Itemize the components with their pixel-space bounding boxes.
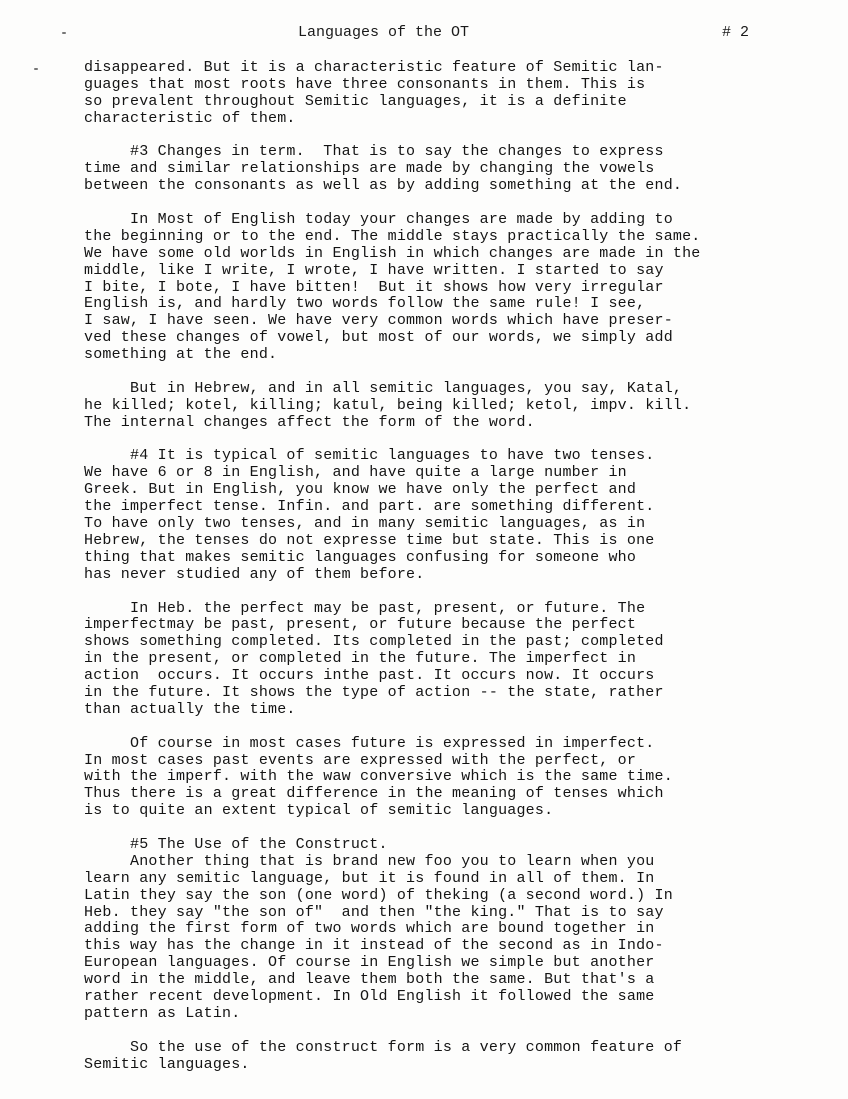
paragraph-gap xyxy=(84,364,784,381)
text-line: I saw, I have seen. We have very common words which have preser- xyxy=(84,312,673,330)
page-number: # 2 xyxy=(722,24,750,41)
text-line: middle, like I write, I wrote, I have written. I started to say xyxy=(84,261,664,279)
paragraph xyxy=(84,448,784,583)
text-line: adding the first form of two words which are bound together in xyxy=(84,920,655,938)
text-line: Another thing that is brand new foo you to learn when you xyxy=(84,852,655,870)
text-line: the beginning or to the end. The middle stays practically the same. xyxy=(84,227,701,245)
text-line: #3 Changes in term. That is to say the changes to express xyxy=(84,143,664,161)
paragraph-gap xyxy=(84,719,784,736)
text-line: than actually the time. xyxy=(84,700,296,718)
paragraph xyxy=(84,60,784,128)
text-line: English is, and hardly two words follow the same rule! I see, xyxy=(84,295,646,313)
text-line: guages that most roots have three consonants in them. This is xyxy=(84,75,646,93)
text-line: European languages. Of course in English we simple but another xyxy=(84,954,655,972)
text-line: #4 It is typical of semitic languages to have two tenses. xyxy=(84,447,655,465)
text-line: We have 6 or 8 in English, and have quite a large number in xyxy=(84,464,627,482)
text-line: The internal changes affect the form of the word. xyxy=(84,413,535,431)
text-line: In most cases past events are expressed with the perfect, or xyxy=(84,751,637,769)
text-line: In Heb. the perfect may be past, present, or future. The xyxy=(84,599,646,617)
page-speck xyxy=(34,68,38,70)
text-line: rather recent development. In Old English it followed the same xyxy=(84,987,655,1005)
text-line: is to quite an extent typical of semitic languages. xyxy=(84,802,554,820)
text-line: Semitic languages. xyxy=(84,1055,250,1073)
text-line: time and similar relationships are made by changing the vowels xyxy=(84,160,655,178)
text-line: something at the end. xyxy=(84,346,278,364)
document-body xyxy=(84,60,784,1073)
text-line: so prevalent throughout Semitic languages, it is a definite xyxy=(84,92,627,110)
text-line: ved these changes of vowel, but most of our words, we simply add xyxy=(84,329,673,347)
text-line: We have some old worlds in English in which changes are made in the xyxy=(84,244,701,262)
text-line: shows something completed. Its completed in the past; completed xyxy=(84,633,664,651)
paragraph-gap xyxy=(84,128,784,145)
text-line: thing that makes semitic languages confusing for someone who xyxy=(84,548,637,566)
text-line: in the present, or completed in the future. The imperfect in xyxy=(84,650,637,668)
paragraph-gap xyxy=(84,432,784,449)
text-line: Thus there is a great difference in the meaning of tenses which xyxy=(84,785,664,803)
text-line: pattern as Latin. xyxy=(84,1004,241,1022)
paragraph-gap xyxy=(84,820,784,837)
text-line: has never studied any of them before. xyxy=(84,565,425,583)
text-line: the imperfect tense. Infin. and part. are something different. xyxy=(84,498,655,516)
paragraph xyxy=(84,736,784,820)
text-line: Hebrew, the tenses do not expresse time but state. This is one xyxy=(84,531,655,549)
text-line: In Most of English today your changes are made by adding to xyxy=(84,211,673,229)
text-line: I bite, I bote, I have bitten! But it shows how very irregular xyxy=(84,278,664,296)
paragraph-gap xyxy=(84,1023,784,1040)
text-line: action occurs. It occurs inthe past. It occurs now. It occurs xyxy=(84,667,655,685)
paragraph xyxy=(84,144,784,195)
text-line: Of course in most cases future is expressed in imperfect. xyxy=(84,734,655,752)
text-line: Latin they say the son (one word) of theking (a second word.) In xyxy=(84,886,673,904)
text-line: characteristic of them. xyxy=(84,109,296,127)
page-header xyxy=(0,24,848,44)
text-line: learn any semitic language, but it is found in all of them. In xyxy=(84,869,655,887)
paragraph-gap xyxy=(84,584,784,601)
text-line: Greek. But in English, you know we have only the perfect and xyxy=(84,481,637,499)
text-line: So the use of the construct form is a very common feature of xyxy=(84,1038,683,1056)
page-title: Languages of the OT xyxy=(298,24,470,41)
paragraph xyxy=(84,837,784,1023)
text-line: he killed; kotel, killing; katul, being killed; ketol, impv. kill. xyxy=(84,396,692,414)
text-line: To have only two tenses, and in many semitic languages, as in xyxy=(84,515,646,533)
paragraph-gap xyxy=(84,195,784,212)
paragraph xyxy=(84,381,784,432)
text-line: imperfectmay be past, present, or future because the perfect xyxy=(84,616,637,634)
text-line: this way has the change in it instead of the second as in Indo- xyxy=(84,937,664,955)
text-line: between the consonants as well as by adding something at the end. xyxy=(84,177,683,195)
paragraph xyxy=(84,212,784,364)
text-line: disappeared. But it is a characteristic feature of Semitic lan- xyxy=(84,59,664,76)
text-line: with the imperf. with the waw conversive which is the same time. xyxy=(84,768,673,786)
text-line: But in Hebrew, and in all semitic languages, you say, Katal, xyxy=(84,379,683,397)
text-line: word in the middle, and leave them both the same. But that's a xyxy=(84,971,655,989)
text-line: in the future. It shows the type of action -- the state, rather xyxy=(84,683,664,701)
paragraph xyxy=(84,601,784,719)
text-line: Heb. they say "the son of" and then "the king." That is to say xyxy=(84,903,664,921)
text-line: #5 The Use of the Construct. xyxy=(84,835,388,853)
paragraph xyxy=(84,1040,784,1074)
